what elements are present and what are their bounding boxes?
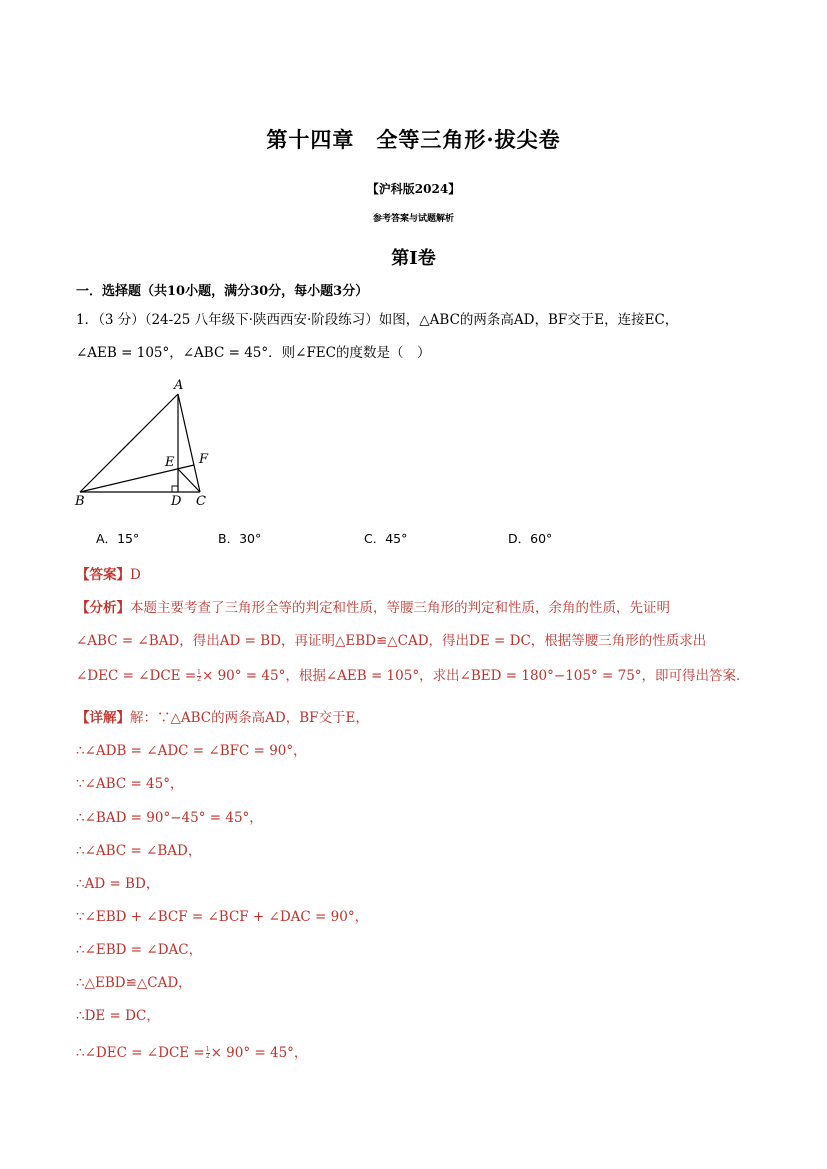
fraction-numerator: 1 xyxy=(205,1046,210,1053)
detail-step: ∴∠EBD = ∠DAC， xyxy=(76,942,203,958)
label-d: D xyxy=(171,494,182,509)
figure-lines xyxy=(80,394,200,492)
document-title: 第十四章 全等三角形·拔尖卷 xyxy=(266,127,561,152)
option-a-letter: A． xyxy=(96,531,118,546)
fraction-numerator: 1 xyxy=(197,669,201,676)
detail-step: ∴AD = BD， xyxy=(76,876,160,892)
segment-ec xyxy=(178,469,200,492)
option-b-value: 30° xyxy=(239,531,262,546)
segment-ab xyxy=(80,394,178,492)
answer-line xyxy=(76,563,141,583)
detail-step-final xyxy=(76,1041,307,1061)
fraction-denominator: 2 xyxy=(197,676,201,683)
analysis-line-2: ∠ABC = ∠BAD，得出AD = BD，再证明△EBD≌△CAD，得出DE = DC，根据等腰三角形的性质求出 xyxy=(76,633,707,649)
option-d-value: 60° xyxy=(530,531,553,546)
label-a: A xyxy=(174,378,184,393)
option-b[interactable] xyxy=(218,529,261,547)
question-line-1: 1．（3 分）（24-25 八年级下·陕西西安·阶段练习）如图，△ABC的两条高AD，BF交于E，连接EC， xyxy=(76,312,679,328)
volume-heading: 第Ⅰ卷 xyxy=(391,248,436,269)
segment-ac xyxy=(178,394,200,492)
detail-step: ∴DE = DC， xyxy=(76,1008,160,1024)
fraction-half xyxy=(206,1047,210,1060)
edition-label: 【沪科版2024】 xyxy=(366,182,461,196)
fraction-denominator: 2 xyxy=(205,1053,210,1060)
detail-step: ∵∠ABC = 45°， xyxy=(76,776,184,792)
triangle-figure xyxy=(70,372,220,512)
label-f: F xyxy=(199,452,209,467)
option-a-value: 15° xyxy=(117,531,140,546)
option-c-value: 45° xyxy=(385,531,408,546)
detail-step: ∵∠EBD + ∠BCF = ∠BCF + ∠DAC = 90°， xyxy=(76,909,369,925)
question-line-2: ∠AEB = 105°，∠ABC = 45°．则∠FEC的度数是（ ） xyxy=(76,345,431,361)
analysis-text-1: 本题主要考查了三角形全等的判定和性质，等腰三角形的判定和性质，余角的性质，先证明 xyxy=(130,600,670,616)
option-d[interactable] xyxy=(508,529,552,547)
option-d-letter: D． xyxy=(508,531,531,546)
label-c: C xyxy=(196,494,206,509)
analysis-line-3-pre: ∠DEC = ∠DCE = xyxy=(76,668,197,684)
detail-intro xyxy=(76,706,369,726)
detail-label: 【详解】 xyxy=(76,710,130,726)
right-angle-mark xyxy=(172,486,178,492)
answer-label: 【答案】 xyxy=(76,567,130,583)
document-subtitle: 参考答案与试题解析 xyxy=(372,214,454,224)
label-b: B xyxy=(75,494,85,509)
detail-step: ∴∠BAD = 90°−45° = 45°， xyxy=(76,810,263,826)
option-c-letter: C． xyxy=(364,531,386,546)
label-e: E xyxy=(165,455,175,470)
option-c[interactable] xyxy=(364,529,407,547)
answer-value: D xyxy=(130,567,141,583)
detail-step: ∴∠ADB = ∠ADC = ∠BFC = 90°， xyxy=(76,743,307,759)
analysis-line-3-post: × 90° = 45°，根据∠AEB = 105°，求出∠BED = 180°−105° = 75°，即可得出答案． xyxy=(201,668,750,684)
analysis-line-3 xyxy=(76,664,750,684)
detail-final-pre: ∴∠DEC = ∠DCE = xyxy=(76,1045,205,1061)
section-heading: 一．选择题（共10小题，满分30分，每小题3分） xyxy=(76,284,369,299)
option-b-letter: B． xyxy=(218,531,240,546)
altitude-bf xyxy=(80,465,194,492)
detail-final-post: × 90° = 45°， xyxy=(210,1045,308,1061)
detail-step: ∴∠ABC = ∠BAD， xyxy=(76,843,202,859)
detail-step: ∴△EBD≌△CAD， xyxy=(76,975,192,991)
option-a[interactable] xyxy=(96,529,139,547)
detail-intro-text: 解：∵△ABC的两条高AD，BF交于E， xyxy=(130,710,369,726)
analysis-label: 【分析】 xyxy=(76,600,130,616)
analysis-line-1 xyxy=(76,596,670,616)
fraction-half xyxy=(197,670,201,683)
